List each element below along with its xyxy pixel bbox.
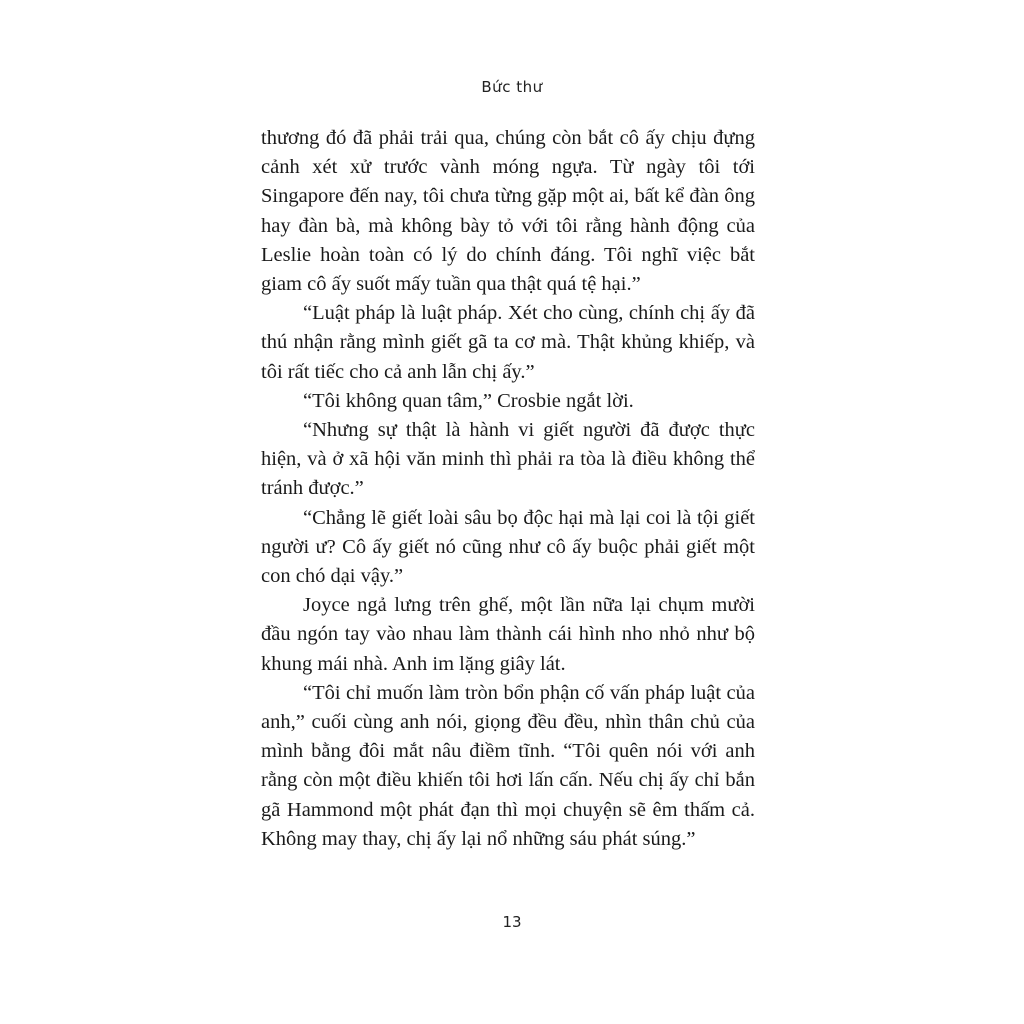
paragraph: “Chẳng lẽ giết loài sâu bọ độc hại mà lại coi là tội giết người ư? Cô ấy giết nó cũng như cô ấy buộc phải giết một con chó dại vậy.” (261, 506, 755, 588)
paragraph: Joyce ngả lưng trên ghế, một lần nữa lại chụm mười đầu ngón tay vào nhau làm thành cái hình nho nhỏ như bộ khung mái nhà. Anh im lặng giây lát. (261, 594, 755, 675)
running-header: Bức thư (481, 78, 543, 96)
paragraph: “Luật pháp là luật pháp. Xét cho cùng, chính chị ấy đã thú nhận rằng mình giết gã ta cơ mà. Thật khủng khiếp, và tôi rất tiếc cho cả anh lẫn chị ấy.” (261, 302, 755, 383)
paragraph: “Tôi không quan tâm,” Crosbie ngắt lời. (303, 389, 634, 412)
paragraph-continued: thương đó đã phải trải qua, chúng còn bắt cô ấy chịu đựng cảnh xét xử trước vành móng ngựa. Từ ngày tôi tới Singapore đến nay, tôi chưa từng gặp một ai, bất kể đàn ông hay đàn bà, mà không bày tỏ với tôi rằng hành động của Leslie hoàn toàn có lý do chính đáng. Tôi nghĩ việc bắt giam cô ấy suốt mấy tuần qua thật quá tệ hại.” (261, 127, 755, 296)
page-number: 13 (502, 913, 522, 931)
body-text (261, 124, 755, 854)
paragraph: “Nhưng sự thật là hành vi giết người đã được thực hiện, và ở xã hội văn minh thì phải ra tòa là điều không thể tránh được.” (261, 419, 755, 500)
paragraph: “Tôi chỉ muốn làm tròn bổn phận cố vấn pháp luật của anh,” cuối cùng anh nói, giọng đều đều, nhìn thân chủ của mình bằng đôi mắt nâu điềm tĩnh. “Tôi quên nói với anh rằng còn một điều khiến tôi hơi lấn cấn. Nếu chị ấy chỉ bắn gã Hammond một phát đạn thì mọi chuyện sẽ êm thấm cả. Không may thay, chị ấy lại nổ những sáu phát súng.” (261, 681, 755, 850)
